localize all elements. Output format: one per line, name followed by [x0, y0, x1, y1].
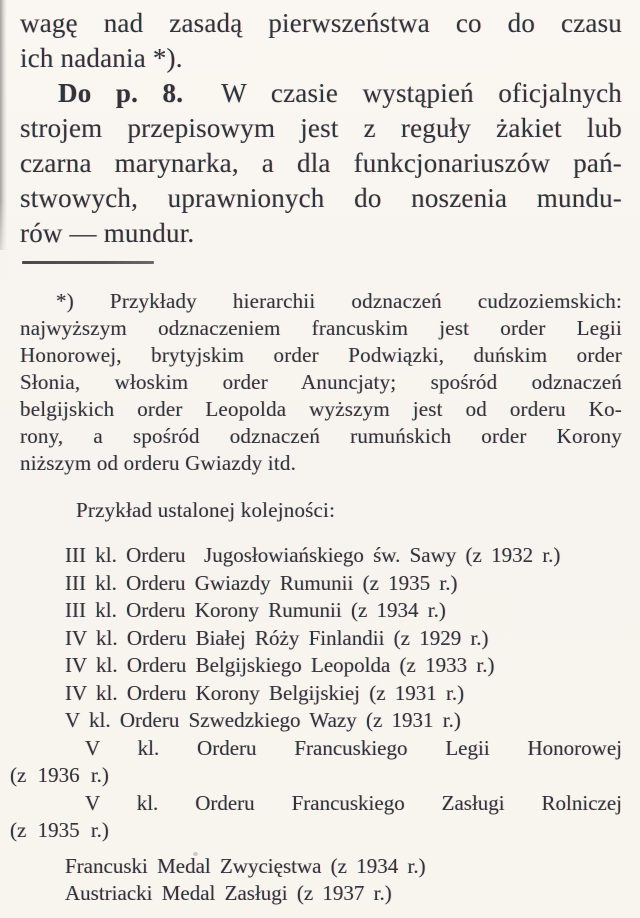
example-heading: Przykład ustalonej kolejności:	[76, 498, 336, 522]
footnote-line: rony, a spośród odznaczeń rumuńskich order Korony	[20, 424, 622, 448]
footnote-block	[20, 288, 622, 477]
text-line: czarna marynarka, a dla funkcjonariuszów pań-	[20, 148, 622, 178]
footnote-line: niższym od orderu Gwiazdy itd.	[20, 451, 297, 475]
footnote-separator-rule	[22, 261, 154, 264]
paragraph-do-p8	[20, 76, 622, 251]
list-item: IV kl. Orderu Belgijskiego Leopolda (z 1933 r.)	[65, 653, 495, 677]
paragraph-lead-bold: Do p. 8.	[58, 78, 184, 108]
paragraph-continuation	[20, 6, 622, 76]
list-item: III kl. Orderu Jugosłowiańskiego św. Sawy (z 1932 r.)	[65, 543, 561, 567]
footnote-line: *) Przykłady hierarchii odznaczeń cudzoziemskich:	[56, 289, 622, 313]
text-line: stwowych, uprawnionych do noszenia mundu-	[20, 183, 622, 213]
list-item: Francuski Medal Zwycięstwa (z 1934 r.)	[65, 853, 426, 878]
footnote-line: najwyższym odznaczeniem francuskim jest order Legii	[20, 316, 622, 340]
list-item: V kl. Orderu Francuskiego Legii Honorowej	[85, 735, 622, 760]
list-item-continuation: (z 1936 r.)	[10, 763, 109, 787]
text-span: W czasie wystąpień oficjalnych	[221, 78, 622, 108]
order-list	[10, 542, 622, 908]
list-item: V kl. Orderu Francuskiego Zasługi Rolniczej	[85, 790, 622, 815]
footnote-line: Honorowej, brytyjskim order Podwiązki, duńskim order	[20, 343, 622, 367]
list-item: III kl. Orderu Korony Rumunii (z 1934 r.)	[65, 598, 446, 622]
text-line	[20, 76, 622, 111]
list-item: IV kl. Orderu Białej Róży Finlandii (z 1929 r.)	[65, 625, 489, 650]
list-item: IV kl. Orderu Korony Belgijskiej (z 1931 r.)	[65, 680, 465, 705]
list-item: V kl. Orderu Szwedzkiego Wazy (z 1931 r.)	[65, 708, 461, 732]
scan-speck	[193, 852, 198, 856]
list-item-continuation: (z 1935 r.)	[10, 818, 109, 842]
list-item: Austriacki Medal Zasługi (z 1937 r.)	[65, 881, 392, 905]
footnote-line: Słonia, włoskim order Anuncjaty; spośród odznaczeń	[20, 370, 622, 394]
text-line: ich nadania *).	[20, 43, 183, 73]
footnote-line: belgijskich order Leopolda wyższym jest od orderu Ko-	[20, 397, 622, 421]
text-line: wagę nad zasadą pierwszeństwa co do czasu	[20, 8, 622, 38]
list-item: III kl. Orderu Gwiazdy Rumunii (z 1935 r.)	[65, 570, 458, 595]
text-line: strojem przepisowym jest z reguły żakiet lub	[20, 113, 622, 143]
text-line: rów — mundur.	[20, 218, 195, 248]
